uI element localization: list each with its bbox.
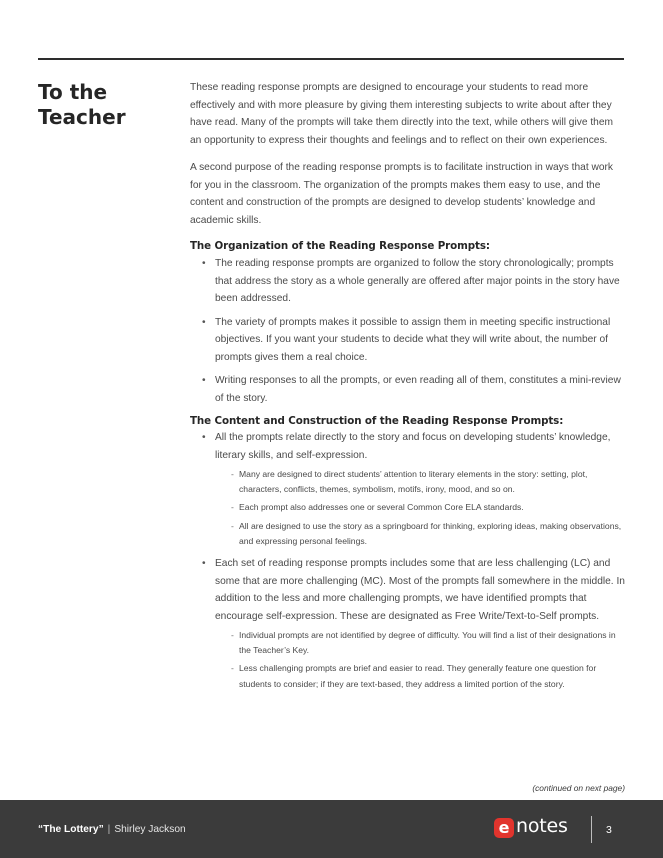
footer-book-title: “The Lottery”: [38, 824, 104, 835]
main-content: [190, 79, 626, 695]
page-title: To the Teacher: [38, 80, 126, 129]
footer-separator: |: [107, 824, 111, 835]
subitem-difficulty: - Individual prompts are not identified by degree of difficulty. You will find a list of their designations in the Teacher’s Key.: [215, 628, 626, 658]
content-item-challenge: [190, 555, 626, 692]
organization-item-review: • Writing responses to all the prompts, or even reading all of them, constitutes a mini-review of the story.: [190, 372, 626, 407]
organization-item-chronological: • The reading response prompts are organized to follow the story chronologically; prompts that address the story as a whole generally are offered after major points in the story have been addressed.: [190, 255, 626, 308]
intro-paragraph-1: These reading response prompts are designed to encourage your students to read more effectively and with more pleasure by giving them interesting subjects to write about after they have read. Many of the prompts will take them directly into the text, while others will give them an opportunity to express their thoughts and feelings and to reflect on their own experiences.: [190, 82, 613, 146]
enotes-logo-icon: e: [494, 818, 514, 838]
continued-note: (continued on next page): [532, 783, 625, 793]
content-list: [190, 429, 626, 692]
organization-heading: The Organization of the Reading Response Prompts:: [190, 240, 490, 252]
page-number: 3: [606, 824, 612, 836]
organization-list: [190, 255, 626, 407]
footer-author: Shirley Jackson: [114, 824, 186, 835]
subitem-common-core: - Each prompt also addresses one or several Common Core ELA standards.: [215, 500, 626, 515]
intro-paragraph-2: A second purpose of the reading response prompts is to facilitate instruction in ways that work for you in the classroom. The organization of the prompts makes them easy to use, and the content and construction of the prompts are designed to develop students’ knowledge and academic skills.: [190, 162, 614, 226]
enotes-logo-text: notes: [516, 815, 568, 837]
content-item-relate-text: All the prompts relate directly to the story and focus on developing students’ knowledge, literary skills, and self-expression.: [215, 432, 611, 461]
content-item-relate-sublist: [215, 467, 626, 549]
content-heading: The Content and Construction of the Reading Response Prompts:: [190, 415, 564, 427]
footer: [0, 800, 663, 858]
subitem-springboard: - All are designed to use the story as a springboard for thinking, exploring ideas, making observations, and expressing personal feelings.: [215, 519, 626, 549]
footer-divider: [591, 816, 592, 843]
subitem-literary-elements: - Many are designed to direct students’ attention to literary elements in the story: setting, plot, characters, conflicts, themes, symbolism, motifs, irony, mood, and so on.: [215, 467, 626, 497]
content-item-challenge-sublist: [215, 628, 626, 692]
subitem-less-challenging: - Less challenging prompts are brief and easier to read. They generally feature one question for students to consider; if they are text-based, they address a limited portion of the story.: [215, 661, 626, 691]
content-item-relate: [190, 429, 626, 549]
top-divider: [38, 58, 624, 60]
footer-book-info: [38, 824, 186, 835]
organization-item-variety: • The variety of prompts makes it possible to assign them in meeting specific instructional objectives. If you want your students to decide what they will write about, the number of prompts gives them a real choice.: [190, 314, 626, 367]
content-item-challenge-text: Each set of reading response prompts includes some that are less challenging (LC) and some that are more challenging (MC). Most of the prompts fall somewhere in the middle. In addition to the less and more challenging prompts, we have identified prompts that encourage self-expression. These are designated as Free Write/Text-to-Self prompts.: [215, 558, 625, 622]
